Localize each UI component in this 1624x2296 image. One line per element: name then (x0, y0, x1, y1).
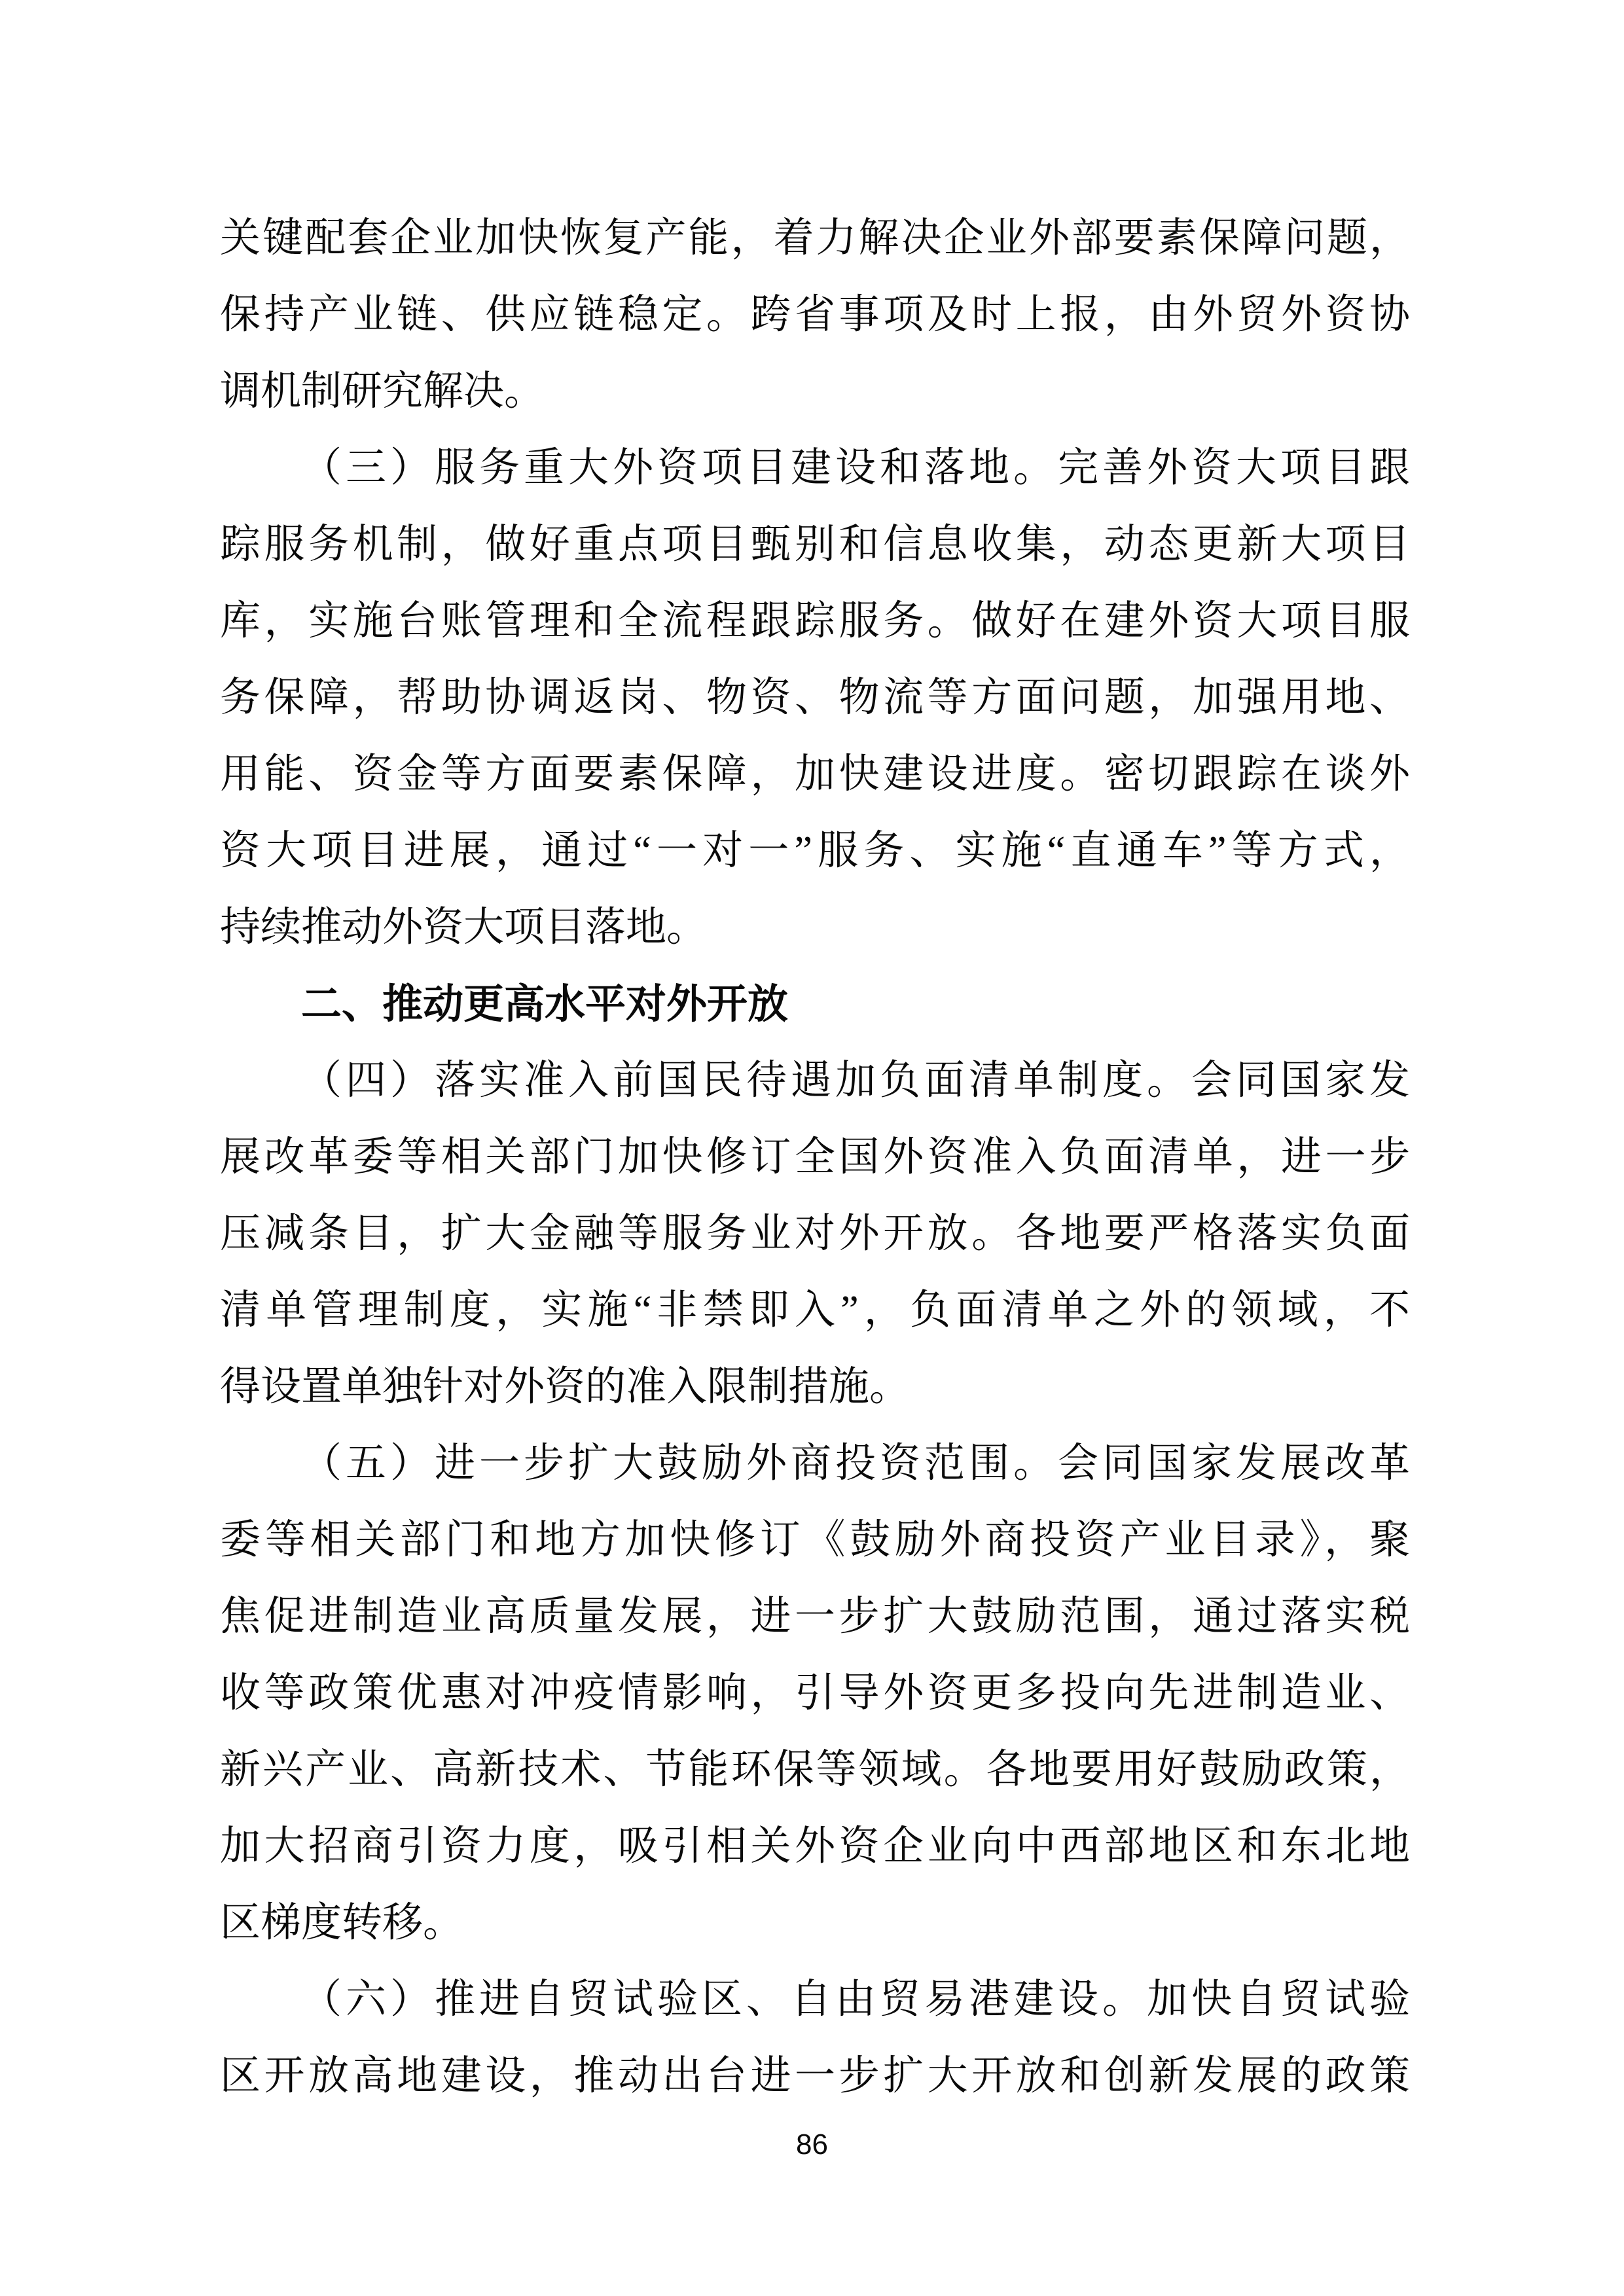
paragraph-line: 压减条目，扩大金融等服务业对外开放。各地要严格落实负面 (220, 1211, 1410, 1256)
paragraph-line: 保持产业链、供应链稳定。跨省事项及时上报，由外贸外资协 (220, 293, 1410, 337)
paragraph-line: （三）服务重大外资项目建设和落地。完善外资大项目跟 (301, 446, 1410, 490)
paragraph-line: 展改革委等相关部门加快修订全国外资准入负面清单，进一步 (220, 1135, 1410, 1179)
section-heading: 二、推动更高水平对外开放 (301, 982, 789, 1027)
paragraph-line: 区梯度转移。 (220, 1901, 464, 1945)
paragraph-line: 区开放高地建设，推动出台进一步扩大开放和创新发展的政策 (220, 2054, 1410, 2098)
paragraph-line: 持续推动外资大项目落地。 (220, 905, 708, 950)
paragraph-line: 得设置单独针对外资的准入限制措施。 (220, 1365, 911, 1409)
paragraph-line: 务保障，帮助协调返岗、物资、物流等方面问题，加强用地、 (220, 675, 1410, 720)
paragraph-line: 库，实施台账管理和全流程跟踪服务。做好在建外资大项目服 (220, 599, 1410, 643)
document-body (220, 200, 1410, 2115)
paragraph-line: 委等相关部门和地方加快修订《鼓励外商投资产业目录》，聚 (220, 1518, 1410, 1562)
paragraph-line: 新兴产业、高新技术、节能环保等领域。各地要用好鼓励政策， (220, 1748, 1410, 1792)
paragraph-line: 关键配套企业加快恢复产能，着力解决企业外部要素保障问题， (220, 216, 1410, 260)
paragraph-line: 加大招商引资力度，吸引相关外资企业向中西部地区和东北地 (220, 1824, 1410, 1869)
paragraph-line: 焦促进制造业高质量发展，进一步扩大鼓励范围，通过落实税 (220, 1594, 1410, 1639)
paragraph-line: （五）进一步扩大鼓励外商投资范围。会同国家发展改革 (301, 1441, 1410, 1486)
paragraph-line: 踪服务机制，做好重点项目甄别和信息收集，动态更新大项目 (220, 522, 1410, 567)
paragraph-line: （六）推进自贸试验区、自由贸易港建设。加快自贸试验 (301, 1977, 1410, 2022)
paragraph-line: 清单管理制度，实施“非禁即入”，负面清单之外的领域，不 (220, 1288, 1410, 1333)
paragraph-line: 用能、资金等方面要素保障，加快建设进度。密切跟踪在谈外 (220, 752, 1410, 797)
paragraph-line: 资大项目进展，通过“一对一”服务、实施“直通车”等方式， (220, 829, 1410, 873)
page-number: 86 (796, 2128, 828, 2161)
paragraph-line: 调机制研究解决。 (220, 369, 545, 414)
paragraph-line: 收等政策优惠对冲疫情影响，引导外资更多投向先进制造业、 (220, 1671, 1410, 1715)
paragraph-line: （四）落实准入前国民待遇加负面清单制度。会同国家发 (301, 1058, 1410, 1103)
